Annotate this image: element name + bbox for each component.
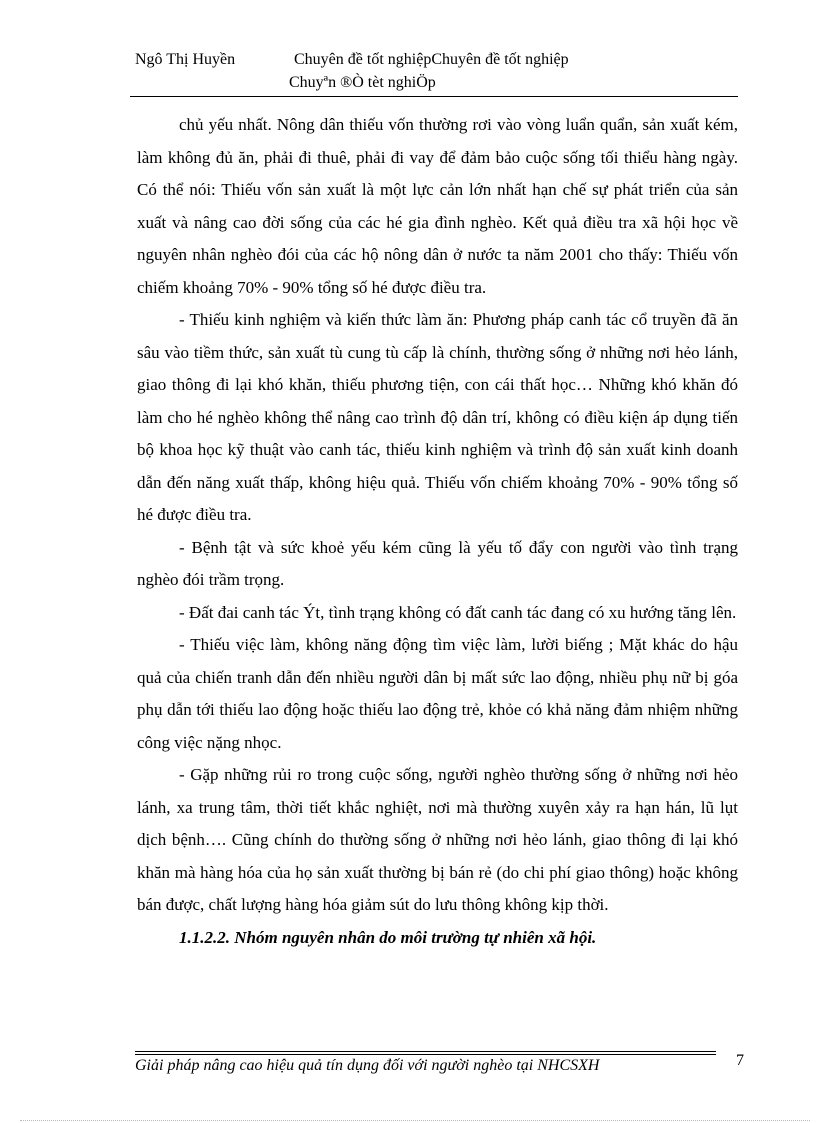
header-title-garbled: Chuyªn ®Ò tèt nghiÖp [289,74,436,91]
header-title: Chuyên đề tốt nghiệpChuyên đề tốt nghiệp [294,51,569,68]
paragraph: - Bệnh tật và sức khoẻ yếu kém cũng là yếu tố đẩy con người vào tình trạng nghèo đói trầm trọng. [137,537,738,589]
document-body [137,109,738,954]
footer-divider-double [135,1054,716,1055]
footer-title: Giải pháp nâng cao hiệu quả tín dụng đối với người nghèo tại NHCSXH [135,1057,600,1074]
paragraph: - Gặp những rủi ro trong cuộc sống, người nghèo thường sống ở những nơi hẻo lánh, xa trung tâm, thời tiết khắc nghiệt, nơi mà thường xuyên xảy ra hạn hán, lũ lụt dịch bệnh…. Cũng chính do thường sống ở những nơi hẻo lánh, giao thông đi lại khó khăn mà hàng hóa của họ sản xuất thường bị bán rẻ (do chi phí giao thông) hoặc không bán được, chất lượng hàng hóa giảm sút do lưu thông không kịp thời. [137,765,738,914]
page-number: 7 [736,1052,744,1069]
header-author: Ngô Thị Huyền [135,51,236,68]
paragraph: - Đất đai canh tác Ýt, tình trạng không có đất canh tác đang có xu hướng tăng lên. [179,602,737,622]
paragraph: - Thiếu kinh nghiệm và kiến thức làm ăn: Phương pháp canh tác cổ truyền đã ăn sâu vào tiềm thức, sản xuất tù cung tù cấp là chính, thường sống ở những nơi hẻo lánh, giao thông đi lại khó khăn, thiếu phương tiện, con cái thất học… Những khó khăn đó làm cho hé nghèo không thể nâng cao trình độ dân trí, không có điều kiện áp dụng tiến bộ khoa học kỹ thuật vào canh tác, thiếu kinh nghiệm và trình độ sản xuất kinh doanh dẫn đến năng xuất thấp, không hiệu quả. Thiếu vốn chiếm khoảng 70% - 90% tổng số hé được điều tra. [137,310,738,524]
page-bottom-dotted-line [20,1120,810,1121]
section-heading: 1.1.2.2. Nhóm nguyên nhân do môi trường tự nhiên xã hội. [179,927,597,947]
header-divider [130,96,738,97]
paragraph: - Thiếu việc làm, không năng động tìm việc làm, lười biếng ; Mặt khác do hậu quả của chiến tranh dẫn đến nhiều người dân bị mất sức lao động, nhiều phụ nữ bị góa phụ dẫn tới thiếu lao động hoặc thiếu lao động trẻ, khỏe có khả năng đảm nhiệm những công việc nặng nhọc. [137,635,738,752]
paragraph: chủ yếu nhất. Nông dân thiếu vốn thường rơi vào vòng luẩn quẩn, sản xuất kém, làm không đủ ăn, phải đi thuê, phải đi vay để đảm bảo cuộc sống tối thiểu hàng ngày. Có thể nói: Thiếu vốn sản xuất là một lực cản lớn nhất hạn chế sự phát triển của sản xuất và nâng cao đời sống của các hé gia đình nghèo. Kết quả điều tra xã hội học về nguyên nhân nghèo đói của các hộ nông dân ở nước ta năm 2001 cho thấy: Thiếu vốn chiếm khoảng 70% - 90% tổng số hé được điều tra. [137,115,738,297]
footer-divider [135,1051,716,1052]
